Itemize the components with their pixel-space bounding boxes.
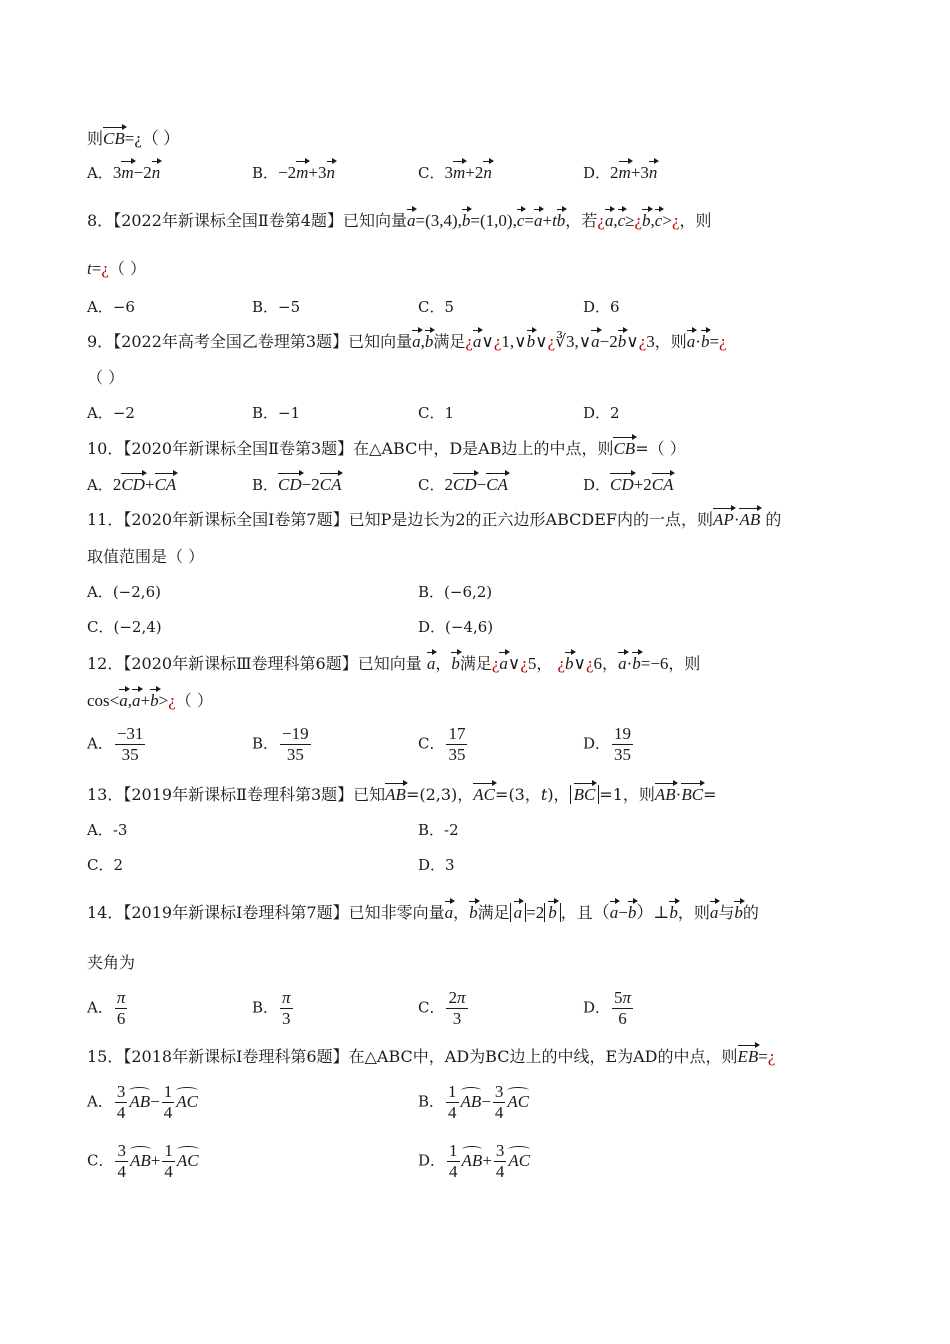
q14-stem-line2: 夹角为 — [87, 953, 136, 972]
q15-source: 【2018年新课标Ⅰ卷理科第6题】 — [123, 1047, 349, 1066]
q8-option-a[interactable]: A．−6 — [87, 298, 135, 316]
q7-option-c[interactable]: C．3m+2n — [418, 163, 492, 182]
q15-option-c[interactable]: C． $\frac{3}{4}$ AB+ $\frac{1}{4}$ AC — [87, 1141, 199, 1181]
q12-option-a[interactable]: A． $\frac{-31}{35}$ — [87, 724, 144, 764]
q12-option-d[interactable]: D． $\frac{19}{35}$ — [583, 724, 632, 764]
q14-option-c[interactable]: C． $\frac{2\pi}{3}$ — [418, 988, 466, 1028]
q9-option-b[interactable]: B．−1 — [252, 404, 301, 422]
q8-option-c[interactable]: C．5 — [418, 298, 455, 316]
q7-stem-prefix: 则 — [87, 129, 104, 148]
q14-source: 【2019年新课标Ⅰ卷理科第7题】 — [123, 903, 349, 922]
q10-option-c[interactable]: C．2CD−CA — [418, 475, 508, 494]
q13-stem: 13．【2019年新课标Ⅱ卷理科第3题】已知AB=(2,3)，AC=(3，t)， BC =1，则AB·BC= — [87, 785, 717, 804]
q11-stem-line2: 取值范围是（ ） — [87, 547, 205, 566]
q8-stem-line2: t=¿（ ） — [87, 259, 146, 278]
q9-option-d[interactable]: D．2 — [583, 404, 620, 422]
q13-option-c[interactable]: C．2 — [87, 856, 124, 874]
q13-source: 【2019年新课标Ⅱ卷理科第3题】 — [123, 785, 354, 804]
q7-blank: =¿（ ） — [124, 129, 181, 148]
q9-option-a[interactable]: A．−2 — [87, 404, 135, 422]
q10-source: 【2020年新课标全国Ⅱ卷第3题】 — [123, 439, 354, 458]
q12-option-b[interactable]: B． $\frac{-19}{35}$ — [252, 724, 309, 764]
q13-option-d[interactable]: D．3 — [418, 856, 455, 874]
q11-option-d[interactable]: D．(−4,6) — [418, 618, 494, 636]
q15-option-b[interactable]: B． $\frac{1}{4}$ AB− $\frac{3}{4}$ AC — [418, 1082, 530, 1122]
q13-option-b[interactable]: B．-2 — [418, 821, 459, 839]
q7-option-d[interactable]: D．2m+3n — [583, 163, 658, 182]
q11-option-c[interactable]: C．(−2,4) — [87, 618, 162, 636]
q8-stem: 8．【2022年新课标全国Ⅱ卷第4题】已知向量a=(3,4),b=(1,0),c=a+tb，若¿a,c≥¿b,c>¿，则 — [87, 211, 712, 230]
q10-option-d[interactable]: D．CD+2CA — [583, 475, 674, 494]
q7-stem: 则CB=¿（ ） — [87, 129, 181, 148]
q8-option-b[interactable]: B．−5 — [252, 298, 301, 316]
q7-option-a[interactable]: A．3m−2n — [87, 163, 161, 182]
q8-source: 【2022年新课标全国Ⅱ卷第4题】 — [113, 211, 343, 230]
q12-stem: 12．【2020年新课标Ⅲ卷理科第6题】已知向量 a，b满足¿a∨¿5， ¿b∨¿6，a·b=−6，则 — [87, 654, 701, 673]
q10-stem: 10．【2020年新课标全国Ⅱ卷第3题】在△ABC中，D是AB边上的中点，则CB=（ ） — [87, 439, 686, 458]
q11-stem: 11．【2020年新课标全国Ⅰ卷第7题】已知P是边长为2的正六边形ABCDEF内的一点，则AP·AB 的 — [87, 510, 782, 529]
q12-stem-line2: cos<a,a+b>¿（ ） — [87, 691, 213, 710]
q15-option-d[interactable]: D． $\frac{1}{4}$ AB+ $\frac{3}{4}$ AC — [418, 1141, 531, 1181]
q14-stem: 14．【2019年新课标Ⅰ卷理科第7题】已知非零向量a，b满足 a =2 b ，且（a−b）⊥b，则a与b的 — [87, 903, 759, 922]
q15-stem: 15．【2018年新课标Ⅰ卷理科第6题】在△ABC中，AD为BC边上的中线，E为AD的中点，则EB=¿ — [87, 1047, 776, 1066]
q15-option-a[interactable]: A． $\frac{3}{4}$ AB− $\frac{1}{4}$ AC — [87, 1082, 198, 1122]
q11-source: 【2020年新课标全国Ⅰ卷第7题】 — [123, 510, 349, 529]
q11-option-a[interactable]: A．(−2,6) — [87, 583, 161, 601]
q13-option-a[interactable]: A．-3 — [87, 821, 128, 839]
q12-option-c[interactable]: C． $\frac{17}{35}$ — [418, 724, 466, 764]
q9-blank: （ ） — [87, 368, 125, 387]
q10-option-a[interactable]: A．2CD+CA — [87, 475, 177, 494]
q10-option-b[interactable]: B．CD−2CA — [252, 475, 342, 494]
q11-option-b[interactable]: B．(−6,2) — [418, 583, 493, 601]
q9-option-c[interactable]: C．1 — [418, 404, 455, 422]
q7-option-b[interactable]: B．−2m+3n — [252, 163, 335, 182]
q9-stem: 9．【2022年高考全国乙卷理第3题】已知向量a,b满足¿a∨¿1,∨b∨¿∛3,∨a−2b∨¿3，则a·b=¿ — [87, 332, 727, 351]
q9-source: 【2022年高考全国乙卷理第3题】 — [113, 332, 349, 351]
q14-option-a[interactable]: A． $\frac{\pi}{6}$ — [87, 988, 126, 1028]
q12-source: 【2020年新课标Ⅲ卷理科第6题】 — [123, 654, 358, 673]
q14-option-d[interactable]: D． $\frac{5\pi}{6}$ — [583, 988, 632, 1028]
q8-option-d[interactable]: D．6 — [583, 298, 620, 316]
q14-option-b[interactable]: B． $\frac{\pi}{3}$ — [252, 988, 291, 1028]
